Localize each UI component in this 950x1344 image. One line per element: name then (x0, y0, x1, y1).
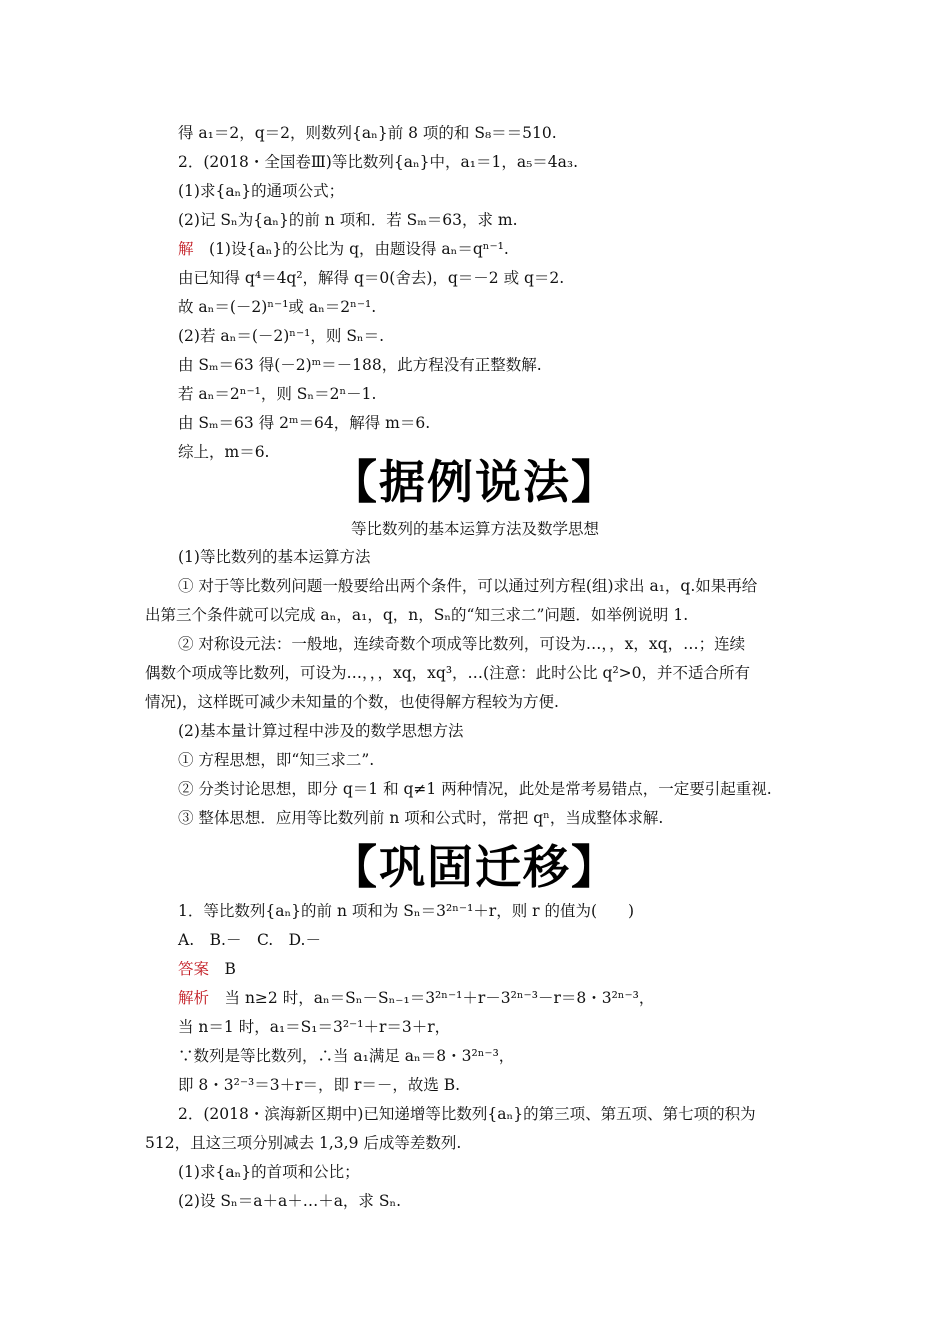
method-point: ② 对称设元法：一般地，连续奇数个项成等比数列，可设为…，，x，xq，…；连续 (178, 635, 746, 653)
solution-conclusion: 综上，m＝6. (178, 443, 270, 461)
question-2-stem: 2．(2018・全国卷Ⅲ)等比数列{aₙ}中，a₁＝1，a₅＝4a₃. (178, 153, 579, 171)
solution-text: (1)设{aₙ}的公比为 q，由题设得 aₙ＝qⁿ⁻¹. (193, 240, 509, 258)
practice-question-2: 2．(2018・滨海新区期中)已知递增等比数列{aₙ}的第三项、第五项、第七项的积为 (178, 1105, 756, 1123)
analysis-label: 解析 (178, 989, 210, 1007)
solution-step: 由 Sₘ＝63 得(－2)ᵐ＝－188，此方程没有正整数解. (178, 356, 542, 374)
analysis-step: 即 8・3²⁻³＝3＋r＝，即 r＝－，故选 B. (178, 1076, 461, 1094)
section-subtitle: 等比数列的基本运算方法及数学思想 (350, 520, 599, 538)
method-point: ③ 整体思想．应用等比数列前 n 项和公式时，常把 qⁿ，当成整体求解. (178, 809, 664, 827)
method-point-continued: 情况)，这样既可减少未知量的个数，也使得解方程较为方便. (145, 693, 559, 711)
question-2-part-1: (1)求{aₙ}的通项公式； (178, 182, 345, 200)
method-point-continued: 偶数个项成等比数列，可设为…，，，xq，xq³，…(注意：此时公比 q²>0，并不适合所有 (145, 664, 751, 682)
solution-step: 由已知得 q⁴＝4q²，解得 q＝0(舍去)，q＝－2 或 q＝2. (178, 269, 565, 287)
analysis-line (178, 987, 654, 1009)
analysis-step: ∵数列是等比数列，∴当 a₁满足 aₙ＝8・3²ⁿ⁻³， (178, 1047, 515, 1065)
solution-line (178, 238, 509, 260)
practice-question-1-options: A. B.－ C. D.－ (178, 931, 321, 949)
method-heading: (1)等比数列的基本运算方法 (178, 548, 371, 566)
method-point: ② 分类讨论思想，即分 q＝1 和 q≠1 两种情况，此处是常考易错点，一定要引起重视. (178, 780, 772, 798)
answer-label: 答案 (178, 960, 210, 978)
practice-question-2-continued: 512，且这三项分别减去 1,3,9 后成等差数列. (145, 1134, 462, 1152)
answer-line (178, 958, 236, 980)
solution-step: 故 aₙ＝(－2)ⁿ⁻¹或 aₙ＝2ⁿ⁻¹. (178, 298, 377, 316)
solution-label: 解 (178, 240, 194, 258)
section-banner-practice: 【巩固迁移】 (331, 840, 619, 894)
solution-step: 若 aₙ＝2ⁿ⁻¹，则 Sₙ＝2ⁿ－1. (178, 385, 377, 403)
method-point-continued: 出第三个条件就可以完成 aₙ，a₁，q，n，Sₙ的“知三求二”问题．如举例说明 1. (145, 606, 689, 624)
analysis-step: 当 n＝1 时，a₁＝S₁＝3²⁻¹＋r＝3＋r， (178, 1018, 451, 1036)
section-banner-examples: 【据例说法】 (331, 455, 619, 509)
method-heading: (2)基本量计算过程中涉及的数学思想方法 (178, 722, 464, 740)
practice-question-2-part-1: (1)求{aₙ}的首项和公比； (178, 1163, 360, 1181)
solution-step: 由 Sₘ＝63 得 2ᵐ＝64，解得 m＝6. (178, 414, 431, 432)
solution-step: (2)若 aₙ＝(－2)ⁿ⁻¹，则 Sₙ＝. (178, 327, 385, 345)
answer-value: B (209, 960, 236, 978)
text-line: 得 a₁＝2，q＝2，则数列{aₙ}前 8 项的和 S₈＝＝510. (178, 124, 557, 142)
practice-question-1: 1．等比数列{aₙ}的前 n 项和为 Sₙ＝3²ⁿ⁻¹＋r，则 r 的值为( ) (178, 902, 635, 920)
method-point: ① 对于等比数列问题一般要给出两个条件，可以通过列方程(组)求出 a₁，q.如果再给 (178, 577, 758, 595)
practice-question-2-part-2: (2)设 Sₙ＝a＋a＋…＋a，求 Sₙ. (178, 1192, 402, 1210)
question-2-part-2: (2)记 Sₙ为{aₙ}的前 n 项和．若 Sₘ＝63，求 m. (178, 211, 518, 229)
analysis-text: 当 n≥2 时，aₙ＝Sₙ－Sₙ₋₁＝3²ⁿ⁻¹＋r－3²ⁿ⁻³－r＝8・3²ⁿ⁻³， (209, 989, 655, 1007)
method-point: ① 方程思想，即“知三求二”. (178, 751, 375, 769)
